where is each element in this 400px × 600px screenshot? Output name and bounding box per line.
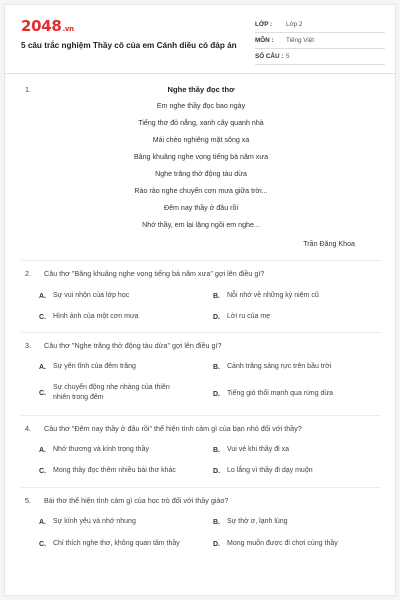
question-1-number: 1. [25,85,31,94]
question-4-option-c[interactable]: C. Mong thầy đọc thêm nhiều bài thơ khác [39,467,176,475]
poem-line: Nhớ thầy, em lại lặng ngồi em nghe... [142,221,260,229]
header [5,5,395,71]
question-4-option-b[interactable]: B. Vui vẻ khi thầy đi xa [213,446,289,454]
question-3-number: 3. [25,341,31,350]
question-divider [21,332,381,333]
poem-line: Em nghe thầy đọc bao ngày [156,102,246,110]
meta-info [255,17,385,65]
poem-line: Mái chèo nghiêng mặt sông xa [152,136,250,144]
poem-title: Nghe thầy đọc thơ [167,85,235,94]
poem-line: Đêm nay thầy ở đâu rồi [163,204,239,212]
meta-class: LỚP : Lớp 2 [255,17,385,33]
question-4-option-d[interactable]: D. Lo lắng vì thầy đi dạy muộn [213,467,313,475]
question-divider [21,487,381,488]
question-2-option-a[interactable]: A. Sự vui nhộn của lớp học [39,292,130,300]
question-2-option-d[interactable]: D. Lời ru của mẹ [213,313,271,321]
poem-line: Tiếng thơ đỏ nắng, xanh cây quanh nhà [138,119,264,127]
question-3-option-d[interactable]: D. Tiếng gió thổi mạnh qua rừng dừa [213,390,334,398]
site-logo[interactable]: 2048.vn [21,17,74,35]
worksheet-page [4,4,396,596]
question-5-option-c[interactable]: C. Chỉ thích nghe thơ, không quan tâm thầy [39,540,180,548]
question-5-number: 5. [25,496,31,505]
question-3-option-b[interactable]: B. Cảnh trăng sáng rực trên bầu trời [213,363,332,371]
poem-line: Rào rào nghe chuyển cơn mưa giữa trời... [134,187,268,195]
header-divider [5,73,395,74]
document-title: 5 câu trắc nghiệm Thầy cô của em Cánh diều có đáp án [21,41,237,50]
poem-line: Nghe trăng thở động tàu dừa [155,170,247,178]
question-3-option-a[interactable]: A. Sự yên tĩnh của đêm trăng [39,363,136,371]
question-2-option-b[interactable]: B. Nỗi nhớ về những kỷ niệm cũ [213,292,319,300]
question-divider [21,415,381,416]
question-2-number: 2. [25,269,31,278]
question-3-option-c[interactable]: C. Sự chuyển động nhẹ nhàng của thiên nhiên trong đêm [39,384,170,401]
question-4-text: Câu thơ "Đêm nay thầy ở đâu rồi" thể hiện tình cảm gì của bạn nhỏ đối với thầy? [44,424,302,433]
question-3-text: Câu thơ "Nghe trăng thở động tàu dừa" gợi lên điều gì? [44,341,222,350]
question-5-option-d[interactable]: D. Mong muốn được đi chơi cùng thầy [213,540,338,548]
question-2-text: Câu thơ "Bâng khuâng nghe vọng tiếng bà năm xưa" gợi lên điều gì? [44,269,265,278]
question-4-number: 4. [25,424,31,433]
poem-author: Trần Đăng Khoa [303,240,355,248]
question-5-text: Bài thơ thể hiện tình cảm gì của học trò đối với thầy giáo? [44,496,229,505]
question-5-option-a[interactable]: A. Sự kính yêu và nhớ nhung [39,518,136,526]
question-divider [21,260,381,261]
poem-line: Bâng khuâng nghe vọng tiếng bà năm xưa [133,153,269,161]
meta-subject: MÔN : Tiếng Việt [255,33,385,49]
question-2-option-c[interactable]: C. Hình ảnh của một cơn mưa [39,313,139,321]
question-4-option-a[interactable]: A. Nhớ thương và kính trọng thầy [39,446,149,454]
question-5-option-b[interactable]: B. Sự thờ ơ, lạnh lùng [213,518,288,526]
meta-question-count: SỐ CÂU : 5 [255,49,385,65]
